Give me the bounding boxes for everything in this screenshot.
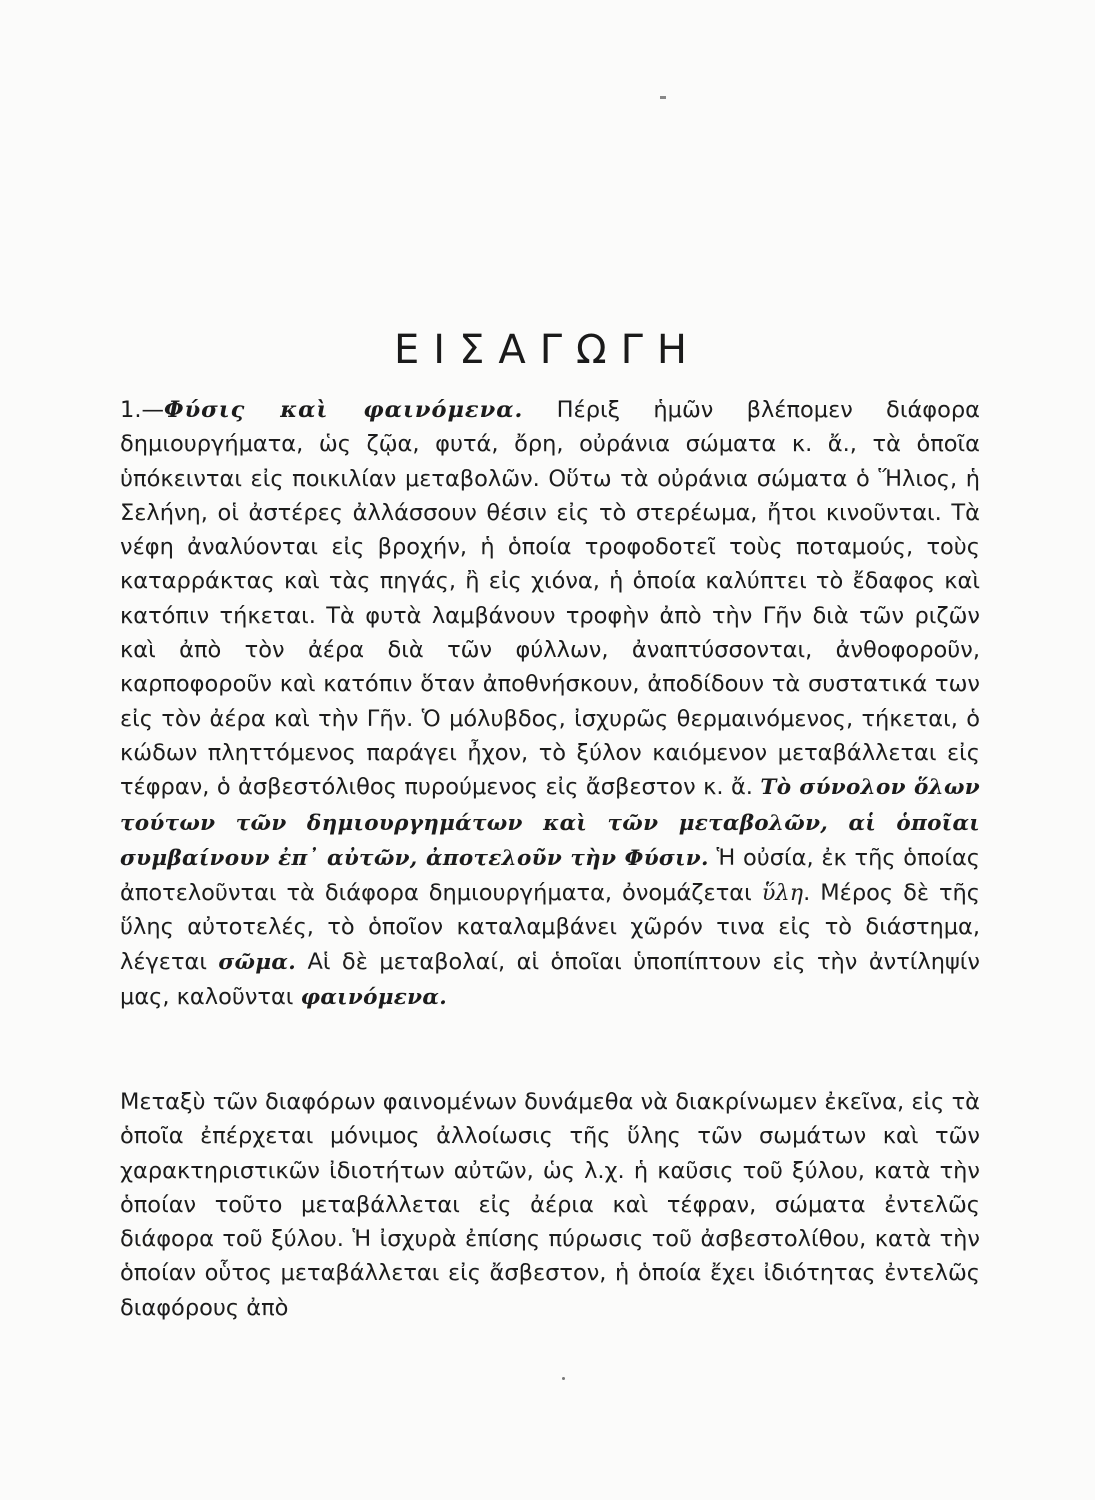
definition-nature: Τὸ σύνολον ὅλων τούτων τῶν δημιουργημάτων καὶ τῶν μεταβολῶν, αἱ ὁποῖαι συμβαίνουν ἐπ᾽ αὐτῶν, ἀποτελοῦν τὴν Φύσιν. [120, 775, 980, 871]
section-paragraph-1 [120, 393, 980, 1015]
paragraph-2: Μεταξὺ τῶν διαφόρων φαινομένων δυνάμεθα νὰ διακρίνωμεν ἐκεῖνα, εἰς τὰ ὁποῖα ἐπέρχεται μόνιμος ἀλλοίωσις τῆς ὕλης τῶν σωμάτων καὶ τῶν χαρακτηριστικῶν ἰδιοτήτων αὐτῶν, ὡς λ.χ. ἡ καῦσις τοῦ ξύλου, κατὰ τὴν ὁποίαν τοῦτο μεταβάλλεται εἰς ἀέρια καὶ τέφραν, σώματα ἐντελῶς διάφορα τοῦ ξύλου. Ἡ ἰσχυρὰ ἐπίσης πύρωσις τοῦ ἀσβεστολίθου, κατὰ τὴν ὁποίαν οὗτος μεταβάλλεται εἰς ἄσβεστον, ἡ ὁποία ἔχει ἰδιότητας ἐντελῶς διαφόρους ἀπὸ [120, 1089, 980, 1321]
page-title: ΕΙΣΑΓΩΓΗ [394, 326, 701, 373]
page-speck-bottom [562, 1377, 565, 1380]
page-speck [660, 96, 666, 99]
section-heading: Φύσις καὶ φαινόμενα. [163, 397, 524, 423]
term-matter: ὕλη [761, 880, 804, 907]
term-body: σῶμα. [218, 949, 296, 975]
term-phenomena: φαινόμενα. [300, 985, 447, 1011]
sentence-matter-a: Ἡ οὐσία, ἐκ τῆς ὁποίας ἀποτελοῦνται τὰ διάφορα δημιουργήματα, ὀνομάζεται [120, 844, 980, 907]
paragraph-1-intro: Πέριξ ἡμῶν βλέπομεν διάφορα δημιουργήματα, ὡς ζῷα, φυτά, ὄρη, οὐράνια σώματα κ. ἄ., τὰ ὁποῖα ὑπόκεινται εἰς ποικιλίαν μεταβολῶν. Οὕτω τὰ οὐράνια σώματα ὁ Ἥλιος, ἡ Σελήνη, οἱ ἀστέρες ἀλλάσσουν θέσιν εἰς τὸ στερέωμα, ἤτοι κινοῦνται. Τὰ νέφη ἀναλύονται εἰς βροχήν, ἡ ὁποία τροφοδοτεῖ τοὺς ποταμούς, τοὺς καταρράκτας καὶ τὰς πηγάς, ἢ εἰς χιόνα, ἡ ὁποία καλύπτει τὸ ἔδαφος καὶ κατόπιν τήκεται. Τὰ φυτὰ λαμβάνουν τροφὴν ἀπὸ τὴν Γῆν διὰ τῶν ριζῶν καὶ ἀπὸ τὸν ἀέρα διὰ τῶν φύλλων, ἀναπτύσσονται, ἀνθοφοροῦν, καρποφοροῦν καὶ κατόπιν ὅταν ἀποθνήσκουν, ἀποδίδουν τὰ συστατικά των εἰς τὸν ἀέρα καὶ τὴν Γῆν. Ὁ μόλυβδος, ἰσχυρῶς θερμαινόμενος, τήκεται, ὁ κώδων πληττόμενος παράγει ἦχον, τὸ ξύλον καιόμενον μεταβάλλεται εἰς τέφραν, ὁ ἀσβεστόλιθος πυρούμενος εἰς ἄσβεστον κ. ἄ. [120, 397, 980, 801]
sentence-phenomena-a: Αἱ δὲ μεταβολαί, αἱ ὁποῖαι ὑποπίπτουν εἰς τὴν ἀντίληψίν μας, καλοῦνται [120, 948, 980, 1011]
sentence-matter-b: . Μέρος δὲ τῆς ὕλης αὐτοτελές, τὸ ὁποῖον καταλαμβάνει χῶρόν τινα εἰς τὸ διάστημα, λέγεται [120, 880, 980, 975]
section-number: 1.— [120, 397, 164, 423]
